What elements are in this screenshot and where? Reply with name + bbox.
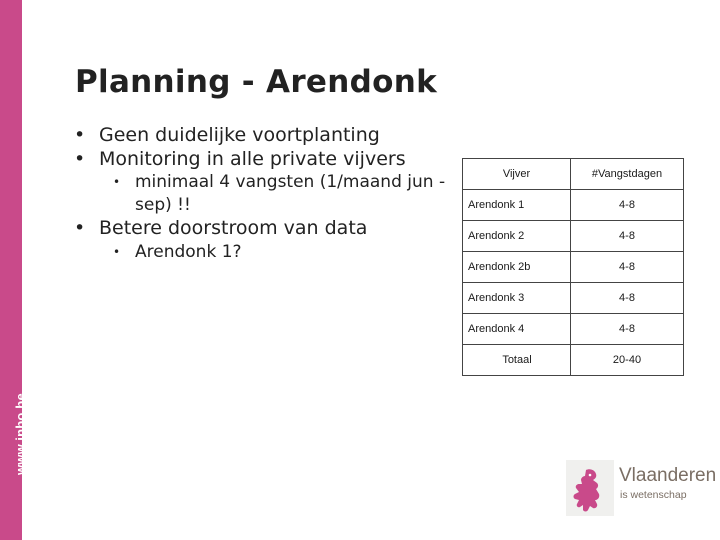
vlaanderen-logo: [566, 460, 717, 516]
table-total-row: [463, 345, 684, 376]
column-header-vangstdagen: #Vangstdagen: [571, 159, 684, 190]
sub-bullet-item: [56, 171, 455, 217]
bullet-text: Monitoring in alle private vijvers: [99, 147, 406, 170]
bullet-text: minimaal 4 vangsten (1/maand jun - sep) !!: [135, 172, 446, 215]
table-row: [463, 221, 684, 252]
bullet-marker: •: [113, 175, 121, 189]
table-row: [463, 252, 684, 283]
slide-title: Planning - Arendonk: [75, 64, 437, 100]
bullet-list: [56, 124, 456, 264]
table-row: [463, 190, 684, 221]
table-row: [463, 283, 684, 314]
sidebar-url: www.inbo.be: [13, 393, 28, 475]
bullet-marker: •: [74, 217, 86, 239]
cell-vijver: Arendonk 3: [463, 283, 571, 314]
cell-vangstdagen: 4-8: [571, 283, 684, 314]
cell-vijver: Arendonk 2b: [463, 252, 571, 283]
bullet-item: [56, 217, 456, 241]
flemish-lion-icon: [566, 460, 614, 516]
cell-vijver: Arendonk 4: [463, 314, 571, 345]
cell-vijver: Arendonk 1: [463, 190, 571, 221]
column-header-vijver: Vijver: [463, 159, 571, 190]
cell-vangstdagen: 4-8: [571, 221, 684, 252]
cell-vangstdagen: 4-8: [571, 314, 684, 345]
cell-vijver: Arendonk 2: [463, 221, 571, 252]
cell-vangstdagen: 4-8: [571, 190, 684, 221]
bullet-text: Arendonk 1?: [135, 241, 242, 262]
sidebar-band: [0, 0, 28, 540]
bullet-text: Betere doorstroom van data: [99, 217, 368, 239]
logo-emblem-box: [566, 460, 614, 516]
logo-tagline: is wetenschap: [620, 489, 687, 501]
bullet-marker: •: [74, 147, 86, 170]
sub-bullet-item: [56, 241, 455, 264]
bullet-text: Geen duidelijke voortplanting: [99, 124, 380, 146]
vangstdagen-table: [462, 158, 684, 376]
cell-vangstdagen: 4-8: [571, 252, 684, 283]
bullet-item: [56, 148, 456, 172]
table-header-row: [463, 159, 684, 190]
bullet-item: [56, 124, 456, 148]
bullet-marker: •: [74, 124, 86, 146]
cell-total-label: Totaal: [463, 345, 571, 376]
table-row: [463, 314, 684, 345]
cell-total-value: 20-40: [571, 345, 684, 376]
bullet-marker: •: [113, 244, 121, 259]
logo-name: Vlaanderen: [619, 465, 717, 486]
